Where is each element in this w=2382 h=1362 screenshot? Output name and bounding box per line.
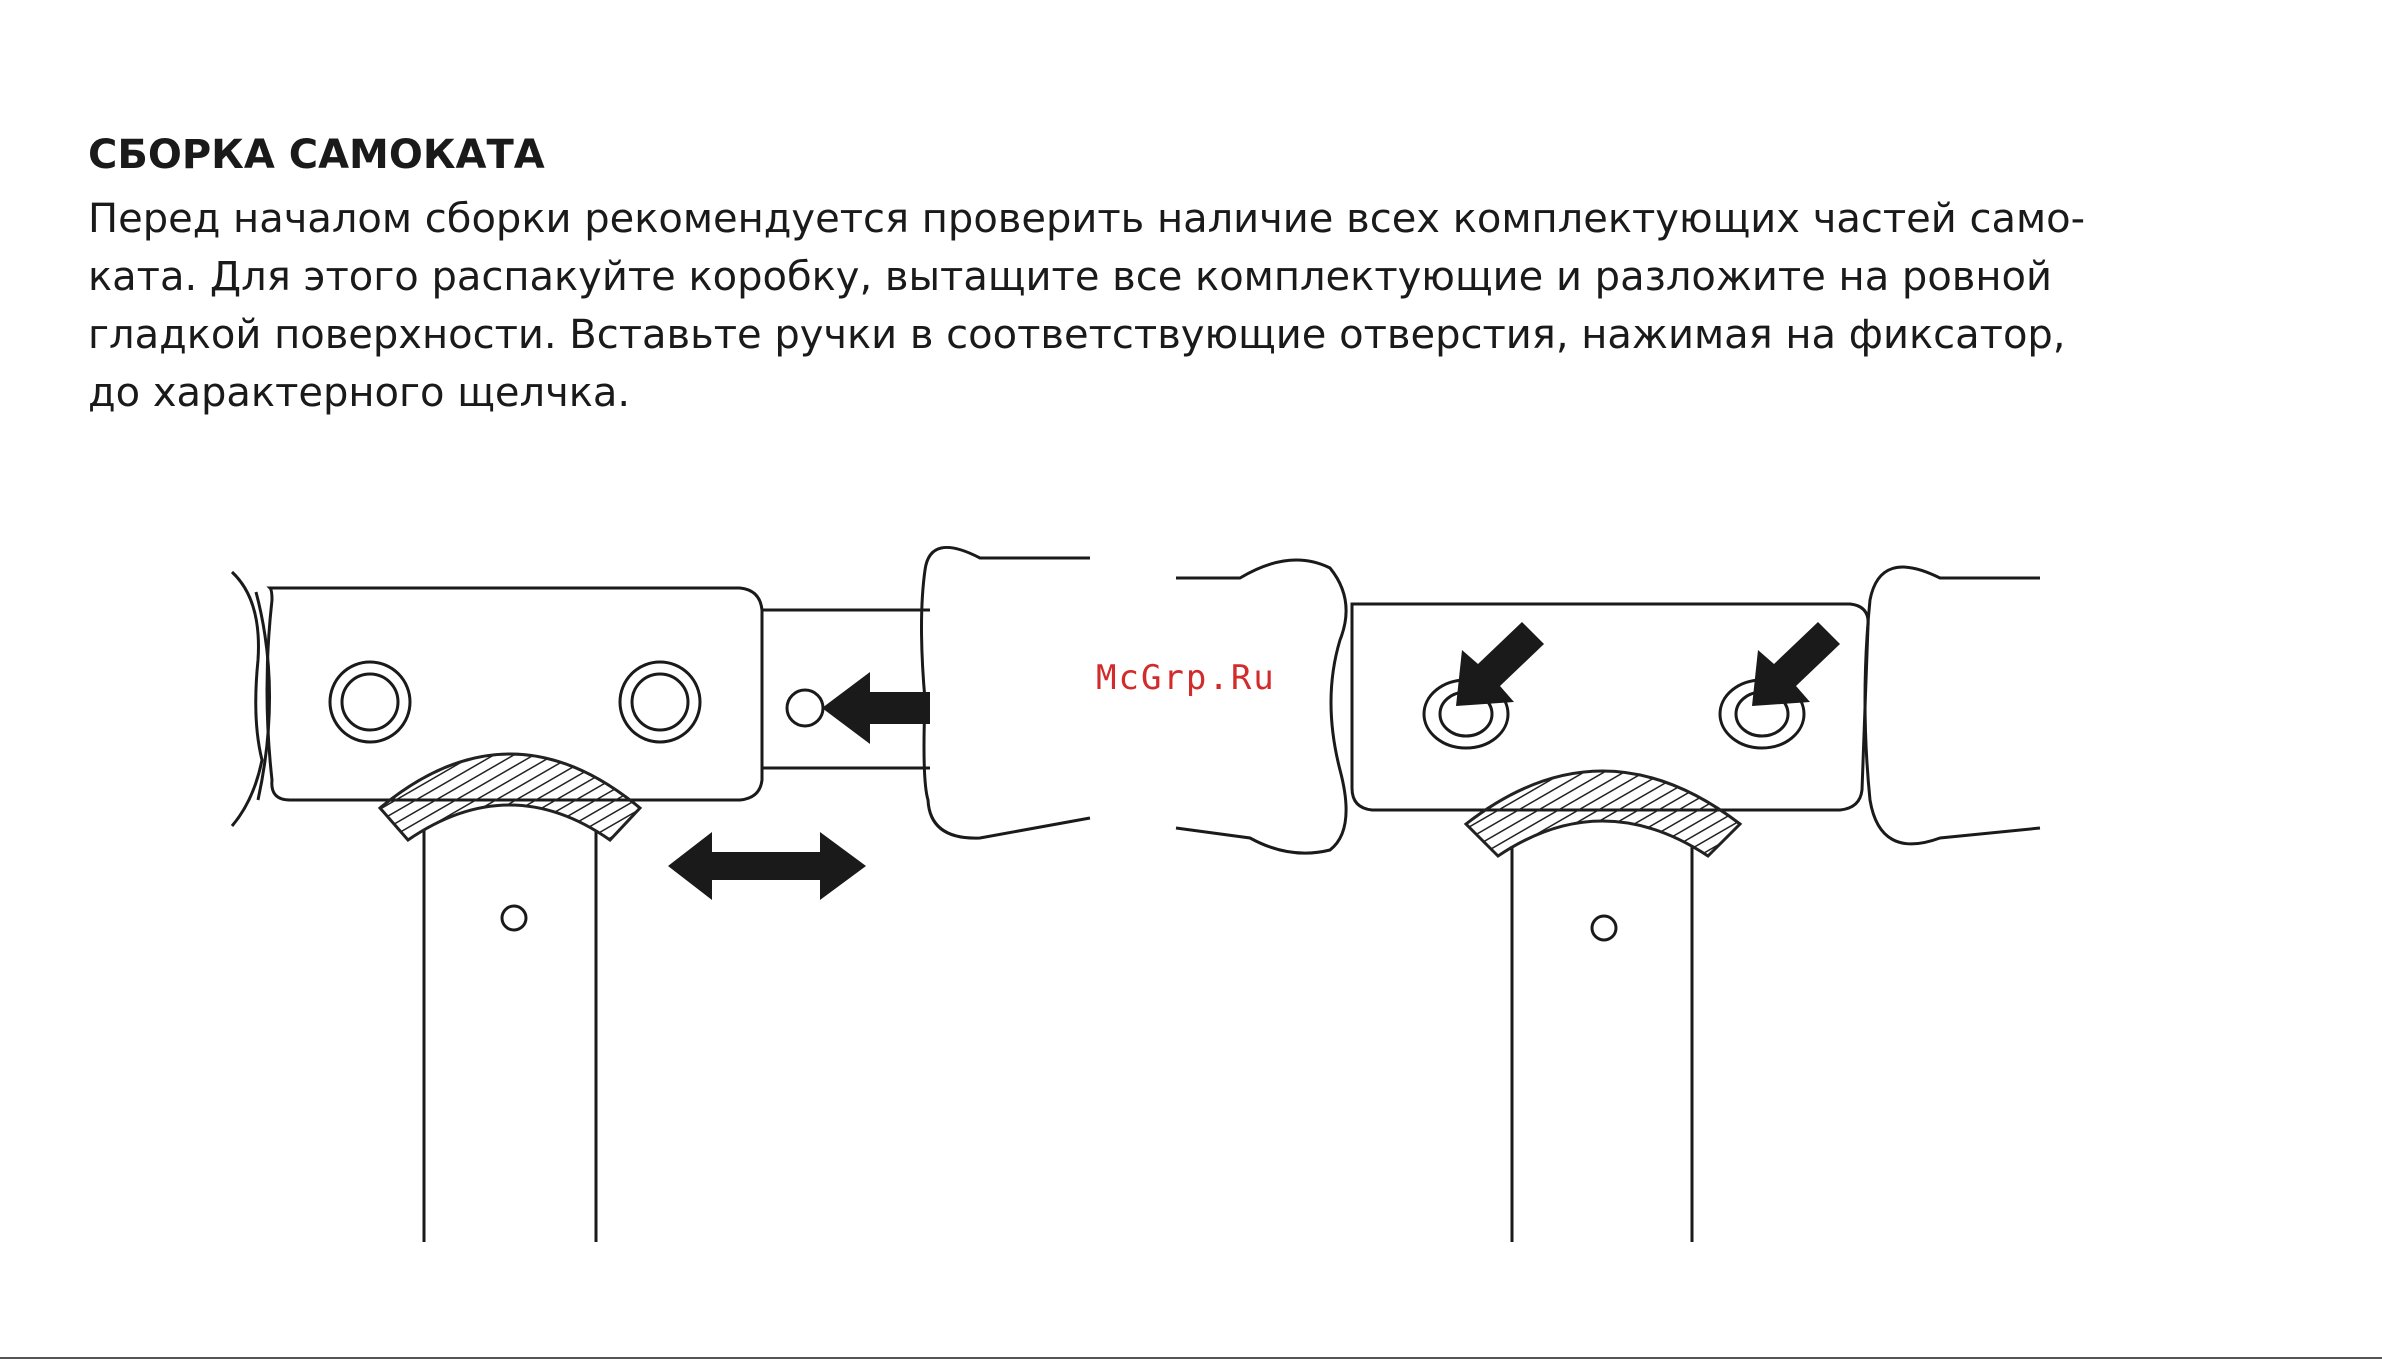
weld-seam bbox=[1466, 771, 1740, 856]
stem-hole bbox=[502, 906, 526, 930]
press-arrow-icon bbox=[1456, 622, 1544, 706]
locking-pin bbox=[787, 690, 823, 726]
insertion-figure bbox=[232, 547, 1090, 1242]
handle-grip-end bbox=[922, 547, 1091, 838]
bolt-inner bbox=[342, 674, 398, 730]
watermark: McGrp.Ru bbox=[1096, 658, 1276, 698]
double-arrow-icon bbox=[668, 832, 866, 900]
paragraph-line: гладкой поверхности. Вставьте ручки в соответствующие отверстия, нажимая на фиксатор, bbox=[88, 312, 2066, 358]
locked-figure bbox=[1176, 560, 2040, 1242]
push-arrow-icon bbox=[822, 672, 930, 744]
paragraph-line: ката. Для этого распакуйте коробку, вытащите все комплектующие и разложите на ровной bbox=[88, 254, 2052, 300]
stem-hole bbox=[1592, 916, 1616, 940]
inner-tube bbox=[762, 610, 930, 768]
bar-segment-left bbox=[1176, 560, 1346, 853]
paragraph-line: Перед началом сборки рекомендуется проверить наличие всех комплектующих частей само- bbox=[88, 196, 2086, 242]
stem-tube bbox=[424, 830, 596, 1242]
weld-seam bbox=[380, 754, 640, 840]
bolt-inner bbox=[632, 674, 688, 730]
paragraph-line: до характерного щелчка. bbox=[88, 370, 631, 416]
page-divider bbox=[0, 1357, 2382, 1359]
bar-segment-right bbox=[1865, 567, 2040, 844]
bar-cut-left bbox=[232, 572, 262, 826]
section-heading: СБОРКА САМОКАТА bbox=[88, 132, 545, 178]
stem-tube bbox=[1512, 846, 1692, 1242]
press-arrow-icon bbox=[1752, 622, 1840, 706]
